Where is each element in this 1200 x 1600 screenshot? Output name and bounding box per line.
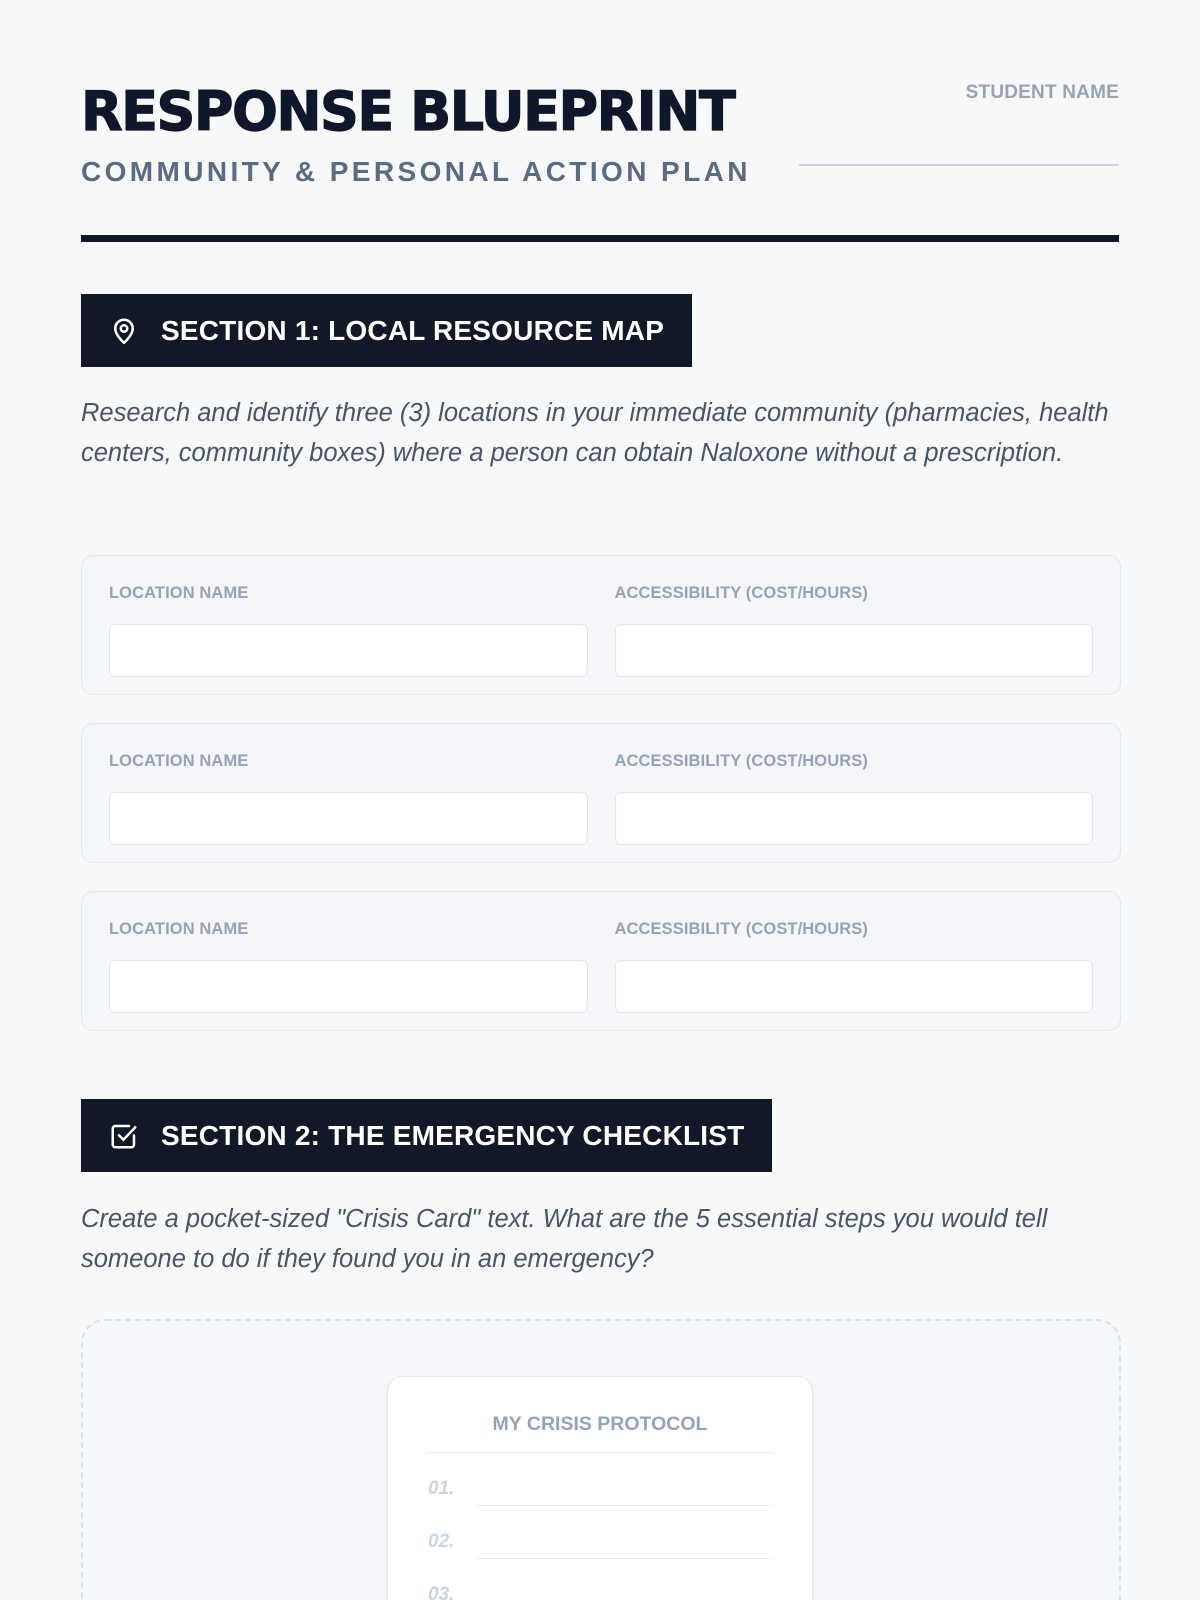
location-name-input[interactable] (109, 960, 588, 1013)
page-header (81, 0, 1119, 242)
location-name-label: LOCATION NAME (109, 920, 249, 938)
step-number: 02. (428, 1531, 455, 1552)
accessibility-input[interactable] (615, 624, 1094, 677)
step-number: 03. (428, 1584, 455, 1600)
step-line[interactable] (478, 1558, 772, 1559)
accessibility-input[interactable] (615, 792, 1094, 845)
accessibility-label: ACCESSIBILITY (COST/HOURS) (614, 752, 868, 770)
crisis-step[interactable] (428, 1559, 772, 1600)
location-card-1 (81, 555, 1121, 695)
student-name-line[interactable] (799, 164, 1119, 166)
page-title: RESPONSE BLUEPRINT (81, 80, 735, 143)
page-subtitle: COMMUNITY & PERSONAL ACTION PLAN (81, 156, 751, 187)
student-name-label: STUDENT NAME (965, 82, 1119, 103)
section-2-heading (81, 1099, 772, 1172)
accessibility-label: ACCESSIBILITY (COST/HOURS) (614, 920, 868, 938)
accessibility-label: ACCESSIBILITY (COST/HOURS) (614, 584, 868, 602)
step-number: 01. (428, 1478, 455, 1499)
crisis-step[interactable] (428, 1506, 772, 1559)
map-pin-icon (109, 316, 139, 346)
crisis-card-title: MY CRISIS PROTOCOL (428, 1413, 772, 1453)
location-name-input[interactable] (109, 792, 588, 845)
student-name-field[interactable] (799, 82, 1119, 166)
crisis-card-zone (81, 1319, 1121, 1600)
section-2-description: Create a pocket-sized "Crisis Card" text. What are the 5 essential steps you would tell someone to do if they found you in an emergency? (81, 1205, 1048, 1273)
crisis-card (387, 1376, 813, 1600)
section-1-title: SECTION 1: LOCAL RESOURCE MAP (161, 314, 665, 346)
section-1-heading (81, 294, 692, 367)
location-card-3 (81, 891, 1121, 1031)
section-2-title: SECTION 2: THE EMERGENCY CHECKLIST (161, 1119, 745, 1151)
crisis-step[interactable] (428, 1453, 772, 1506)
location-name-label: LOCATION NAME (109, 752, 249, 770)
step-line[interactable] (478, 1505, 772, 1506)
location-name-input[interactable] (109, 624, 588, 677)
section-1-description: Research and identify three (3) locations in your immediate community (pharmacies, health centers, community boxes) where a person can obtain Naloxone without a prescription. (81, 399, 1109, 467)
location-name-label: LOCATION NAME (109, 584, 249, 602)
accessibility-input[interactable] (615, 960, 1094, 1013)
location-card-2 (81, 723, 1121, 863)
checkbox-icon (109, 1121, 139, 1151)
